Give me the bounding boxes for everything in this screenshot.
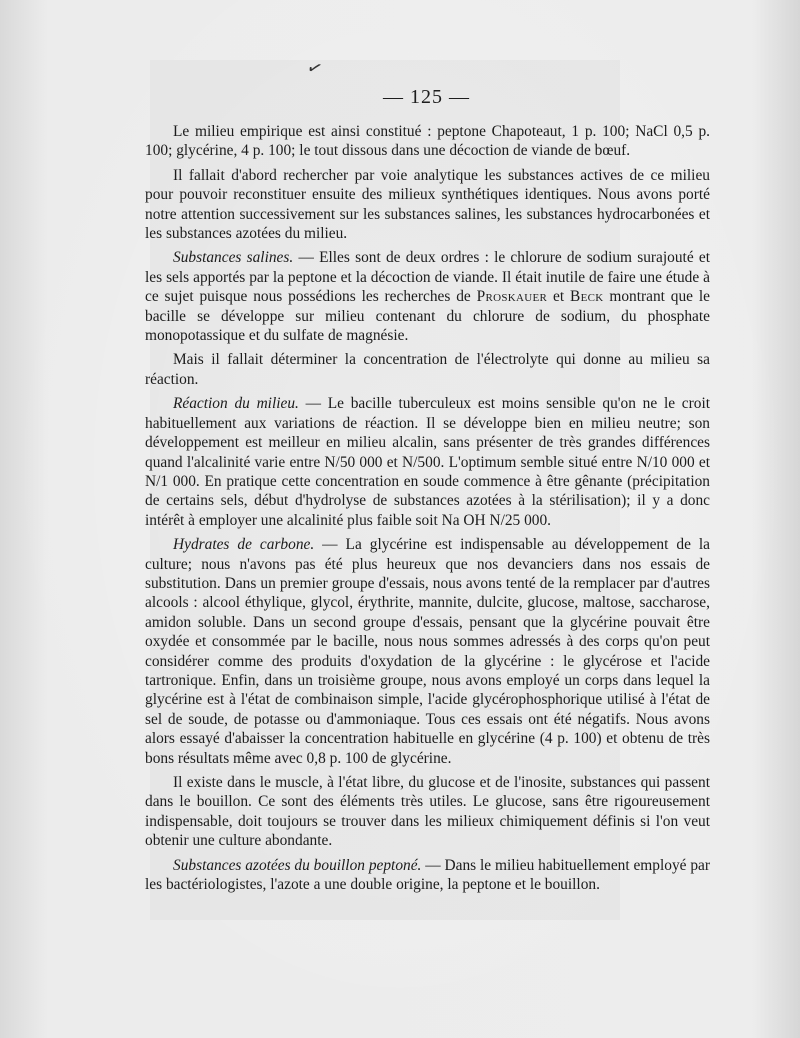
paragraph-substances-salines — [145, 248, 710, 345]
paragraph-reaction-milieu — [145, 394, 710, 530]
section-heading-hydrates: Hydrates de carbone. — [173, 536, 315, 554]
paragraph-substances-azotees — [145, 856, 710, 895]
body-text — [145, 122, 710, 899]
text-segment: — Elles sont de deux ordres : le chlorure de sodium surajouté et les sels apportés par la peptone et la décoction de viande. Il était inutile de faire une étude à ce sujet puisque nous possédions les recherches de — [145, 249, 710, 306]
paragraph-electrolyte: Mais il fallait déterminer la concentration de l'électrolyte qui donne au milieu sa réaction. — [145, 351, 710, 388]
page-number: — 125 — — [383, 86, 470, 108]
author-name-proskauer: Proskauer — [476, 288, 548, 306]
section-heading-reaction: Réaction du milieu. — [173, 395, 299, 413]
text-segment: — Dans le milieu habituellement employé par les bactériologistes, l'azote a une double origine, la peptone et le bouillon. — [145, 856, 710, 894]
section-heading-azotees: Substances azotées du bouillon peptoné. — [173, 856, 422, 874]
paragraph-hydrates-carbone — [145, 535, 710, 768]
text-segment: — La glycérine est indispensable au développement de la culture; nous n'avons pas été plus heureux que nos devanciers dans nos essais de substitution. Dans un premier groupe d'essais, nous avons tenté de la remplacer par d'autres alcools : alcool éthylique, glycol, érythrite, mannite, dulcite, glucose, maltose, saccharose, amidon soluble. Dans un second groupe d'essais, pensant que la glycérine pouvait être oxydée et consommée par le bacille, nous nous sommes adressés à des corps qu'on peut considérer comme des produits d'oxydation de la glycérine : le glycérose et l'acide tartronique. Enfin, dans un troisième groupe, nous avons employé un corps dans lequel la glycérine est à l'état de combinaison simple, l'acide glycérophosphorique utilisé à l'état de sel de soude, de potasse ou d'ammoniaque. Tous ces essais ont été négatifs. Nous avons alors essayé d'abaisser la concentration habituelle en glycérine (4 p. 100) et obtenu de très bons résultats même avec 0,8 p. 100 de glycérine. — [145, 536, 710, 767]
text-segment: et — [547, 288, 571, 306]
paragraph-milieu-empirique: Le milieu empirique est ainsi constitué : peptone Chapoteaut, 1 p. 100; NaCl 0,5 p. 100; glycérine, 4 p. 100; le tout dissous dans une décoction de viande de bœuf. — [145, 123, 710, 160]
paragraph-glucose-inosite: Il existe dans le muscle, à l'état libre, du glucose et de l'inosite, substances qui passent dans le bouillon. Ce sont des éléments très utiles. Le glucose, sans être rigoureusement indispensable, doit toujours se trouver dans les milieux chimiquement définis si l'on veut obtenir une culture abondante. — [145, 774, 710, 850]
pencil-tick-mark: ✓ — [304, 56, 326, 81]
paragraph-recherche-analytique: Il fallait d'abord rechercher par voie analytique les substances actives de ce milieu pour pouvoir reconstituer ensuite des milieux synthétiques identiques. Nous avons porté notre attention successivement sur les substances salines, les substances hydrocarbonées et les substances azotées du milieu. — [145, 166, 710, 243]
text-segment: — Le bacille tuberculeux est moins sensible qu'on ne le croit habituellement aux variations de réaction. Il se développe bien en milieu neutre; son développement est meilleur en milieu alcalin, sans présenter de très grandes différences quand l'alcalinité varie entre N/50 000 et N/500. L'optimum semble situé entre N/10 000 et N/1 000. En pratique cette concentration en soude commence à être gênante (précipitation de certains sels, début d'hydrolyse de substances azotées à la stérilisation); il y a donc intérêt à employer une alcalinité plus faible soit Na OH N/25 000. — [145, 395, 710, 529]
author-name-beck: Beck — [570, 288, 604, 306]
text-segment: montrant que le bacille se développe sur milieu contenant du chlorure de sodium, du phosphate monopotassique et du sulfate de magnésie. — [145, 288, 710, 345]
section-heading-substances-salines: Substances salines. — [173, 249, 294, 267]
